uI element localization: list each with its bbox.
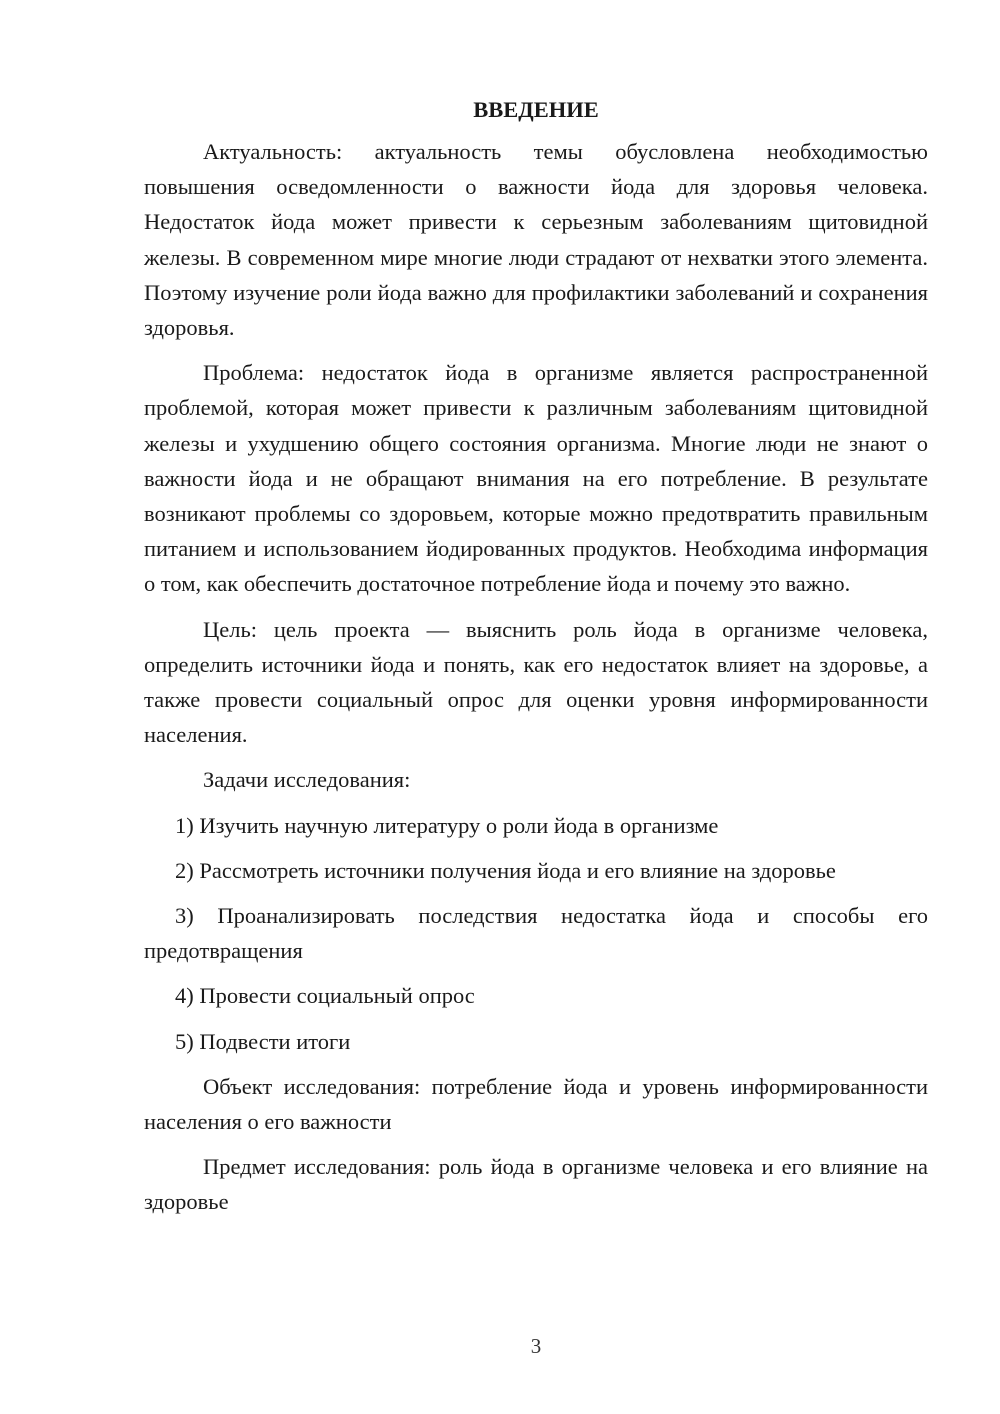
page-number: 3 [530, 1334, 542, 1358]
list-item: 4) Провести социальный опрос [175, 983, 475, 1009]
goal-paragraph: Цель: цель проекта — выяснить роль йода в организме человека, определить источники йода и понять, как его недостаток влияет на здоровье, а также провести социальный опрос для оценки уровня информированности населения. [144, 616, 928, 748]
object-paragraph: Объект исследования: потребление йода и уровень информированности населения о его важности [144, 1073, 928, 1135]
page-number-container [0, 1332, 1000, 1360]
section-title: ВВЕДЕНИЕ [473, 97, 599, 122]
document-body [144, 92, 928, 1230]
list-item: 2) Рассмотреть источники получения йода и его влияние на здоровье [175, 857, 836, 883]
subject-paragraph: Предмет исследования: роль йода в организме человека и его влияние на здоровье [144, 1154, 928, 1215]
relevance-paragraph: Актуальность: актуальность темы обусловлена необходимостью повышения осведомленности о важности йода для здоровья человека. Недостаток йода может привести к серьезным заболеваниям щитовидной железы. В современном мире многие люди страдают от нехватки этого элемента. Поэтому изучение роли йода важно для профилактики заболеваний и сохранения здоровья. [144, 139, 928, 341]
list-item: 5) Подвести итоги [175, 1028, 351, 1054]
list-item: 1) Изучить научную литературу о роли йода в организме [175, 812, 719, 838]
list-item: 3) Проанализировать последствия недостатка йода и способы его предотвращения [144, 903, 928, 964]
tasks-list [144, 808, 928, 1059]
problem-paragraph: Проблема: недостаток йода в организме является распространенной проблемой, которая может привести к различным заболеваниям щитовидной железы и ухудшению общего состояния организма. Многие люди не знают о важности йода и не обращают внимания на его потребление. В результате возникают проблемы со здоровьем, которые можно предотвратить правильным питанием и использованием йодированных продуктов. Необходима информация о том, как обеспечить достаточное потребление йода и почему это важно. [144, 360, 928, 597]
tasks-heading: Задачи исследования: [203, 767, 411, 793]
